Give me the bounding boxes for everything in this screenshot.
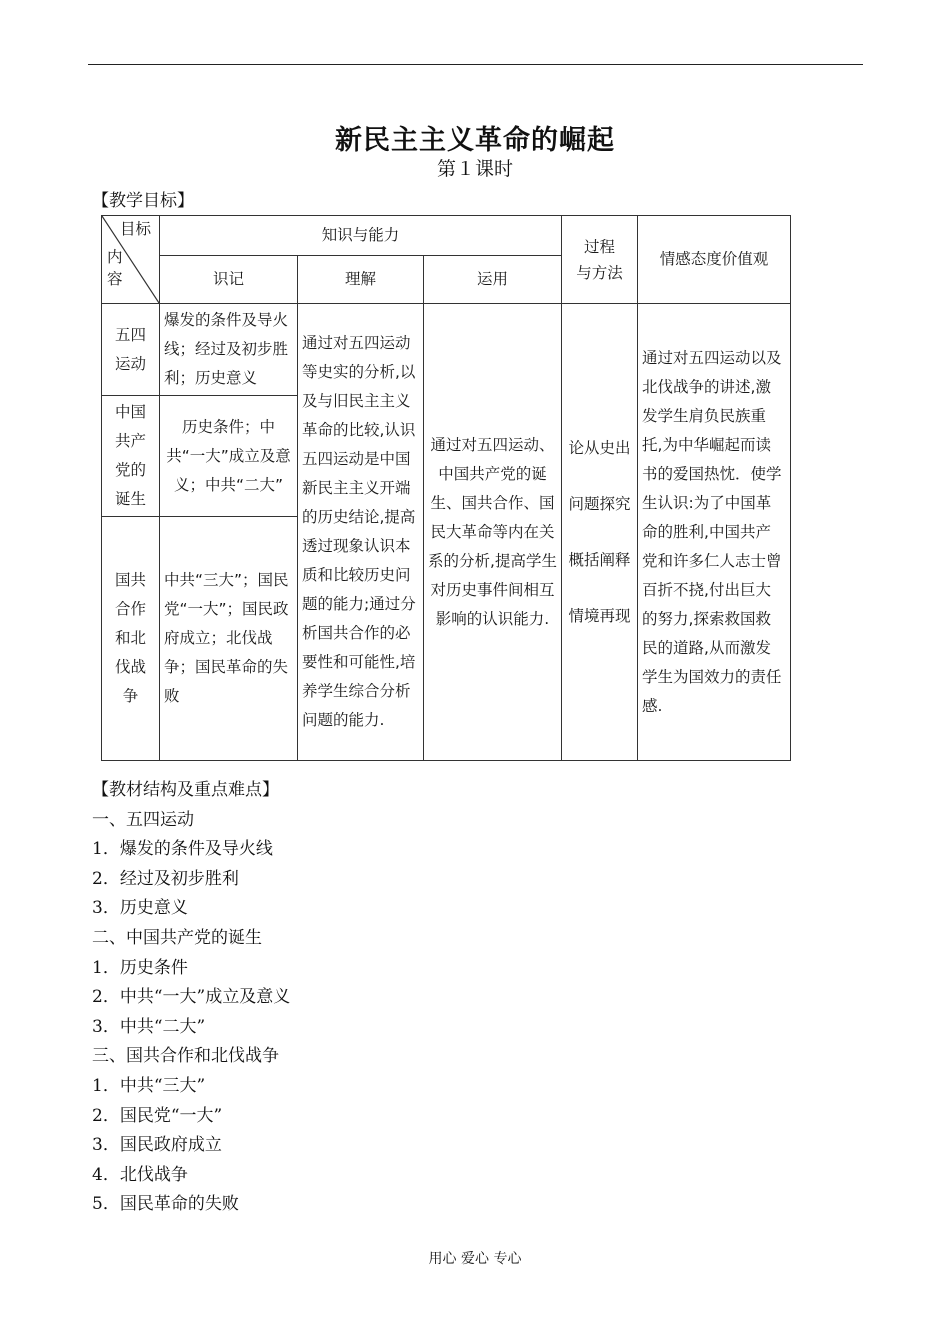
outline-item: 1．爆发的条件及导火线 — [92, 839, 273, 860]
outline-item: 2．经过及初步胜利 — [92, 868, 239, 889]
process-header: 过程 与方法 — [562, 216, 638, 304]
row-label-cooperation-expedition: 国共 合作 和北 伐战 争 — [102, 517, 160, 761]
outline-item: 一、五四运动 — [92, 809, 194, 830]
attitude-cell: 通过对五四运动以及北伐战争的讲述,激发学生肩负民族重托,为中华崛起而读书的爱国热忱．使学生认识:为了中国革命的胜利,中国共产党和许多仁人志士曾百折不挠,付出巨大的努力,探索救国救民的道路,从而激发学生为国效力的责任感. — [638, 304, 791, 761]
outline-item: 1．历史条件 — [92, 957, 188, 978]
structure-outline — [92, 776, 290, 1220]
knowledge-header: 知识与能力 — [160, 216, 562, 256]
understand-cell: 通过对五四运动等史实的分析,以及与旧民主主义革命的比较,认识五四运动是中国新民主主义开端的历史结论,提高透过现象认识本质和比较历史问题的能力;通过分析国共合作的必要性和可能性,培养学生综合分析问题的能力. — [298, 304, 424, 761]
page-subtitle: 第１课时 — [436, 158, 513, 180]
outline-item: 1．中共“三大” — [92, 1075, 206, 1096]
row-label-may-fourth: 五四 运动 — [102, 304, 160, 396]
recall-cpc-founding: 历史条件；中共“一大”成立及意义；中共“二大” — [160, 396, 298, 517]
outline-item: 5．国民革命的失败 — [92, 1194, 239, 1215]
corner-goal-label: 目标 — [119, 220, 151, 238]
row-label-cpc-founding: 中国 共产 党的 诞生 — [102, 396, 160, 517]
attitude-header: 情感态度价值观 — [638, 216, 791, 304]
apply-header: 运用 — [424, 256, 562, 304]
page-footer: 用心 爱心 专心 — [428, 1251, 522, 1267]
outline-item: 3．国民政府成立 — [92, 1135, 222, 1156]
recall-header: 识记 — [160, 256, 298, 304]
recall-may-fourth: 爆发的条件及导火线；经过及初步胜利；历史意义 — [160, 304, 298, 396]
outline-item: 3．历史意义 — [92, 898, 188, 919]
outline-item: 3．中共“二大” — [92, 1016, 206, 1037]
corner-content-label: 内 容 — [107, 248, 123, 288]
header-rule — [88, 64, 863, 65]
page-title: 新民主主义革命的崛起 — [335, 125, 615, 156]
apply-cell: 通过对五四运动、中国共产党的诞生、国共合作、国民大革命等内在关系的分析,提高学生对历史事件间相互影响的认识能力. — [424, 304, 562, 761]
outline-item: 二、中国共产党的诞生 — [92, 927, 262, 948]
teaching-goals-table — [101, 215, 791, 761]
outline-item: 2．中共“一大”成立及意义 — [92, 987, 291, 1008]
outline-item: 4．北伐战争 — [92, 1164, 188, 1185]
recall-cooperation-expedition: 中共“三大”；国民党“一大”；国民政府成立；北伐战争；国民革命的失败 — [160, 517, 298, 761]
methods-cell: 论从史出 问题探究 概括阐释 情境再现 — [562, 304, 638, 761]
understand-header: 理解 — [298, 256, 424, 304]
structure-heading: 【教材结构及重点难点】 — [92, 780, 279, 800]
goals-heading: 【教学目标】 — [92, 191, 194, 211]
outline-item: 三、国共合作和北伐战争 — [92, 1046, 279, 1067]
outline-item: 2．国民党“一大” — [92, 1105, 223, 1126]
table-corner-cell — [102, 216, 160, 304]
